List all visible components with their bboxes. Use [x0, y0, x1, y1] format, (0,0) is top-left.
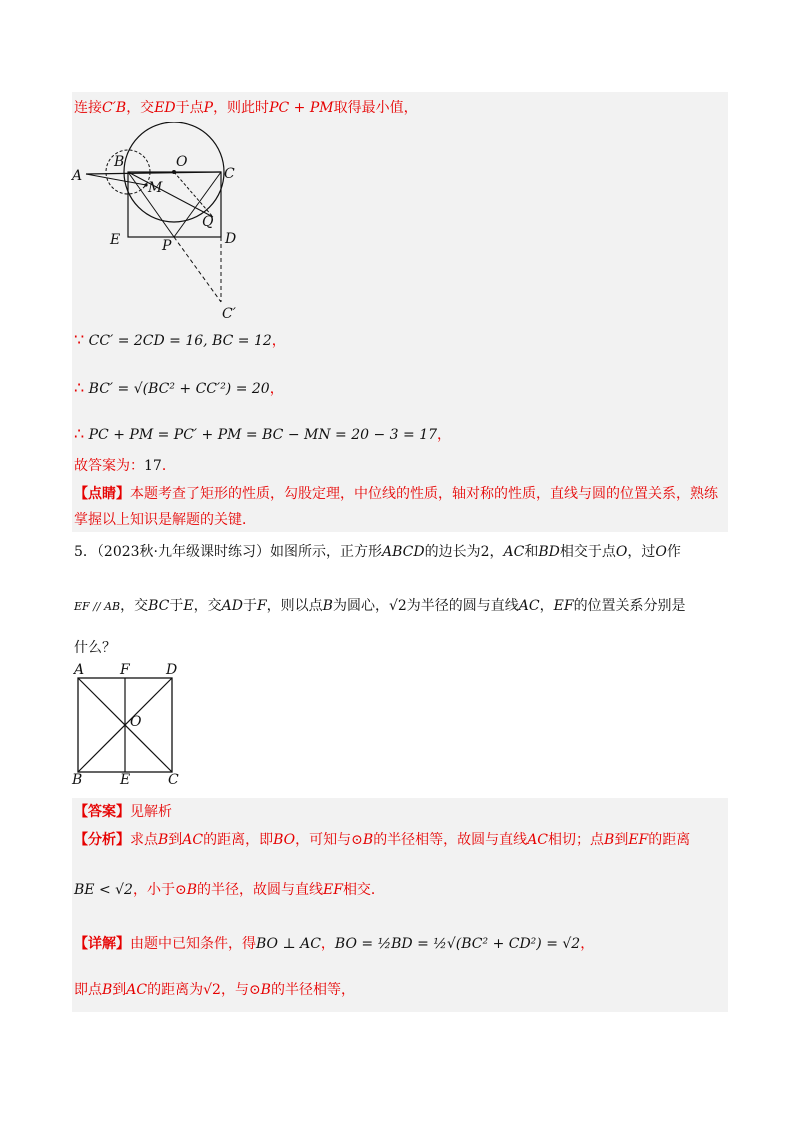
label-q: Q [202, 214, 214, 230]
text: 的边长为2， [424, 544, 504, 560]
math: B [102, 982, 113, 998]
text: 的距离为 [147, 982, 204, 998]
text: ， [271, 333, 286, 349]
math: BO = ½BD = ½√(BC² + CD²) = √2 [334, 936, 581, 952]
text: ，与 [220, 982, 249, 998]
solution-line-1 [74, 98, 418, 118]
comment-line-1 [74, 484, 718, 504]
label-c: C [224, 166, 235, 182]
analysis-tag: 【分析】 [74, 832, 130, 848]
math: O [655, 544, 667, 560]
math: AD [221, 598, 243, 614]
math: √2 [203, 982, 221, 998]
text: 取得最小值， [333, 100, 418, 116]
segment-am [86, 174, 146, 185]
math: F [256, 598, 267, 614]
analysis-line-2 [74, 880, 385, 900]
text: 相切；点 [548, 832, 605, 848]
solution-therefore-line-1 [74, 378, 284, 399]
question-5-line-1 [74, 542, 681, 562]
math: E [183, 598, 194, 614]
math: BC [148, 598, 170, 614]
label-e: E [110, 232, 121, 248]
label-o: O [176, 154, 188, 170]
math: B [158, 832, 169, 848]
text: 本题考查了矩形的性质，勾股定理，中位线的性质，轴对称的性质，直线与圆的位置关系，熟练 [130, 486, 718, 502]
since-symbol: ∵ [74, 330, 85, 349]
text: 为半径的圆与直线 [406, 598, 519, 614]
comment-tag: 【点睛】 [74, 486, 130, 502]
label-f: F [120, 662, 130, 678]
math: PC + PM = PC′ + PM = BC − MN = 20 − 3 = 17 [88, 427, 438, 443]
text: ， [269, 381, 284, 397]
label-e: E [120, 772, 131, 786]
math: ⊙B [351, 832, 374, 848]
geometry-figure-1 [70, 122, 240, 322]
math: B [604, 832, 615, 848]
math: BO ⊥ AC [256, 936, 321, 952]
label-b: B [72, 772, 83, 786]
math: C′B [102, 100, 127, 116]
text: 见解析 [130, 804, 172, 820]
text: ，过 [627, 544, 656, 560]
comment-line-2 [74, 510, 256, 530]
text: 和 [524, 544, 539, 560]
detail-line-2 [74, 980, 355, 1000]
geometry-figure-2 [70, 660, 190, 786]
text: ， [580, 936, 595, 952]
math: EF [628, 832, 649, 848]
text: 的半径相等， [270, 982, 355, 998]
text: 由题中已知条件，得 [130, 936, 256, 952]
math: BD [538, 544, 560, 560]
segment-pc [174, 172, 221, 237]
label-a: A [72, 168, 83, 184]
text: 的半径相等，故圆与直线 [373, 832, 528, 848]
math: AC [182, 832, 204, 848]
text: 为圆心， [332, 598, 389, 614]
text: 到 [614, 832, 629, 848]
text: ，小于 [132, 882, 175, 898]
math: ABCD [382, 544, 425, 560]
text: 于点 [175, 100, 204, 116]
text: ，交 [126, 100, 155, 116]
solution-since-line [74, 330, 286, 351]
text: 的距离 [648, 832, 691, 848]
solution-therefore-line-2 [74, 424, 451, 445]
math: AC [126, 982, 148, 998]
text: ， [320, 936, 335, 952]
question-source: （2023秋·九年级课时练习） [96, 544, 271, 560]
math: CC′ = 2CD = 16, BC = 12 [88, 333, 272, 349]
math: EF [553, 598, 574, 614]
answer-tag: 【答案】 [74, 804, 130, 820]
text: 连接 [74, 100, 102, 116]
label-d: D [166, 662, 178, 678]
text: 的半径，故圆与直线 [197, 882, 323, 898]
text: 如图所示，正方形 [270, 544, 383, 560]
math: B [322, 598, 333, 614]
label-o: O [130, 714, 142, 730]
label-c: C [168, 772, 179, 786]
text: 到 [112, 982, 127, 998]
label-m: M [148, 180, 163, 196]
solution-answer-line [74, 456, 176, 476]
text: 于 [169, 598, 184, 614]
text: ，交 [120, 598, 149, 614]
label-b: B [114, 154, 125, 170]
text: 掌握以上知识是解题的关键． [74, 512, 256, 528]
text: 的位置关系分别是 [573, 598, 686, 614]
text: 故答案为： [74, 458, 144, 474]
question-5-line-3 [74, 638, 116, 658]
text: ． [161, 458, 176, 474]
therefore-symbol: ∴ [74, 378, 85, 397]
math: O [615, 544, 628, 560]
answer-value: 17 [144, 458, 162, 474]
label-p: P [162, 238, 172, 254]
math: EF [323, 882, 343, 898]
label-d: D [225, 231, 237, 247]
text: ，交 [193, 598, 222, 614]
text: 的距离，即 [203, 832, 274, 848]
therefore-symbol: ∴ [74, 424, 85, 443]
math: √2 [388, 598, 407, 614]
segment-bq [128, 172, 213, 217]
math: AC [527, 832, 549, 848]
math: AC [503, 544, 525, 560]
answer-line [74, 802, 172, 822]
math: ⊙B [248, 982, 271, 998]
text: ，则以点 [266, 598, 323, 614]
math: EF // AB [74, 600, 121, 613]
question-number: 5． [74, 544, 97, 560]
math: BO [273, 832, 296, 848]
text: 相交于点 [559, 544, 616, 560]
text: ， [437, 427, 452, 443]
text: ， [539, 598, 554, 614]
point-o [172, 170, 176, 174]
text: 相交． [342, 882, 385, 898]
text: 作 [666, 544, 681, 560]
analysis-line-1 [74, 830, 690, 850]
label-c-prime: C′ [222, 306, 236, 322]
text: 即点 [74, 982, 102, 998]
question-5-line-2 [74, 596, 686, 617]
label-a: A [74, 662, 85, 678]
text: 求点 [130, 832, 158, 848]
math: PC + PM [269, 100, 334, 116]
text: ，可知与 [295, 832, 352, 848]
math: ⊙B [174, 882, 197, 898]
detail-line [74, 934, 594, 954]
math: ED [154, 100, 176, 116]
text: 什么？ [74, 640, 116, 656]
math: BC′ = √(BC² + CC′²) = 20 [88, 381, 270, 397]
text: 到 [168, 832, 183, 848]
math: AC [518, 598, 540, 614]
text: ，则此时 [213, 100, 270, 116]
math: BE < √2 [74, 882, 133, 898]
math: P [203, 100, 214, 116]
detail-tag: 【详解】 [74, 936, 130, 952]
segment-pc-prime [174, 237, 221, 302]
text: 于 [242, 598, 257, 614]
